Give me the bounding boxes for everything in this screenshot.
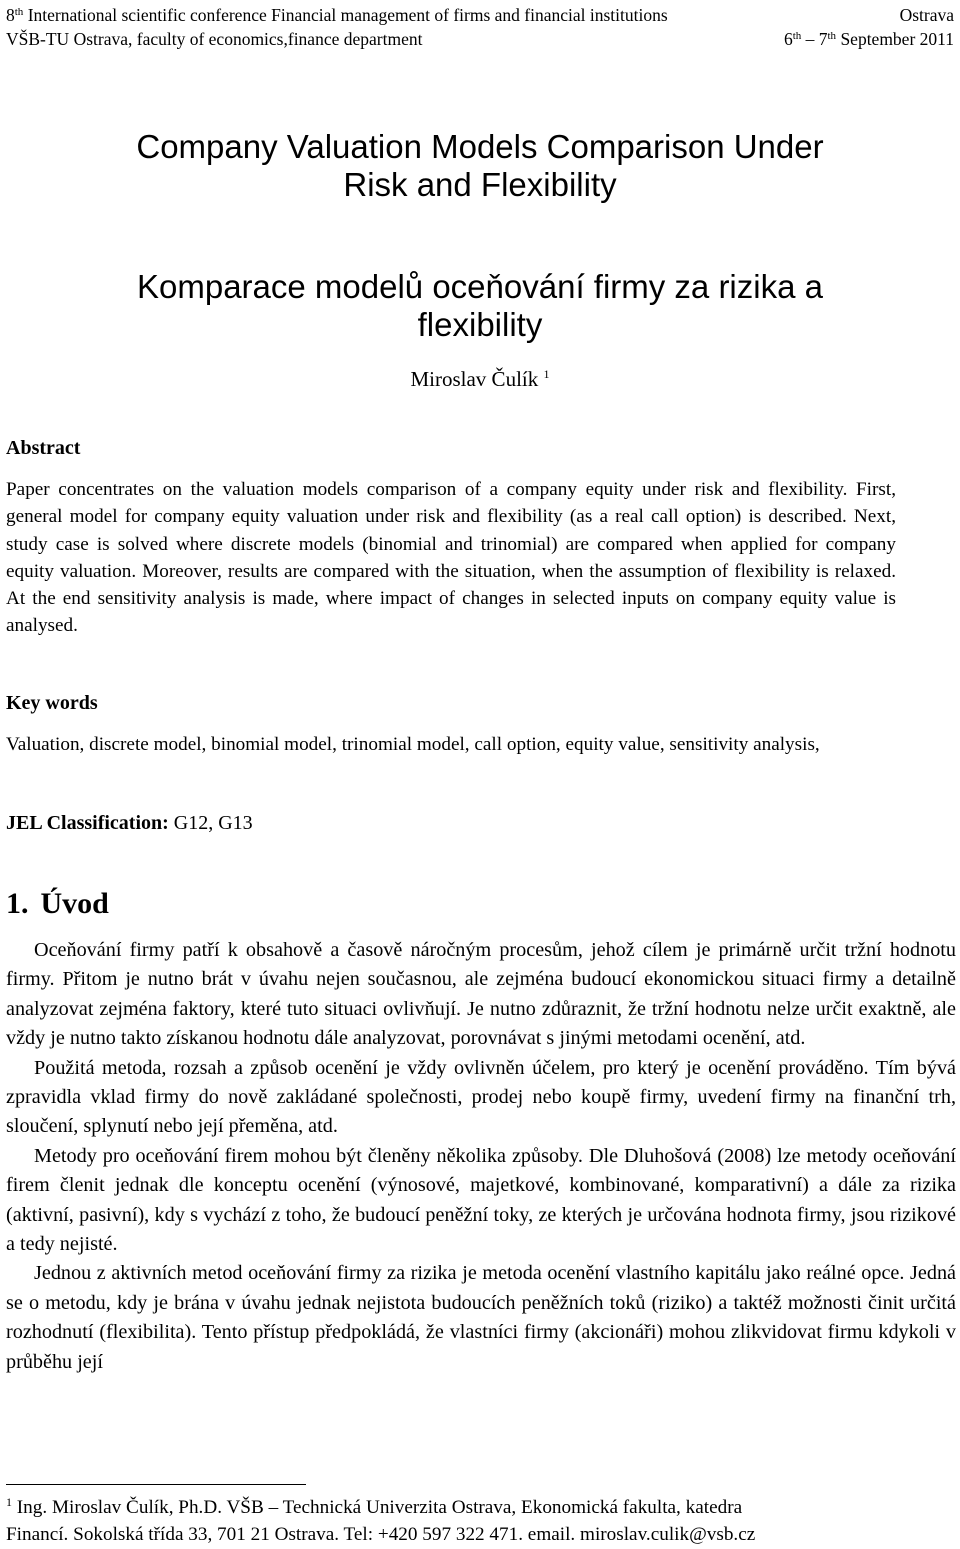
jel-classification [6, 812, 253, 835]
section-number: 1. [6, 887, 29, 920]
conference-header-line-1 [6, 4, 954, 26]
edition-suffix: th [14, 6, 24, 18]
date-end-day: – 7 [801, 29, 828, 49]
body-paragraph-3: Metody pro oceňování firem mohou být členěny několika způsoby. Dle Dluhošová (2008) lze metody oceňování firem členit jednak dle konceptu ocenění (výnosové, majetkové, kombinované, komparativní) a dále za rizika (aktivní, pasivní), kdy s vychází z toho, že budoucí peněžní toky, ze kterých je určována hodnota firmy, jsou rizikové a tedy nejisté. [6, 1144, 956, 1256]
body-paragraph-1: Oceňování firmy patří k obsahově a časově náročným procesům, jehož cílem je primárně určit tržní hodnotu firmy. Přitom je nutno brát v úvahu nejen současnou, ale zejména budoucí ekonomickou situaci firmy a detailně analyzovat zejména faktory, které tuto situaci ovlivňují. Je nutno zdůraznit, že tržní hodnotu nelze určit exaktně, ale vždy je nutno takto získanou hodnotu dále analyzovat, porovnávat s jinými metodami ocenění, atd. [6, 939, 956, 1050]
footnote-separator [6, 1484, 306, 1485]
footnote-affiliation: Ing. Miroslav Čulík, Ph.D. VŠB – Technická Univerzita Ostrava, Ekonomická fakulta, katedra [12, 1497, 743, 1518]
footnote [6, 1494, 946, 1548]
title-cz-line-2: flexibility [417, 306, 543, 343]
conference-organizer: VŠB-TU Ostrava, faculty of economics,finance department [6, 29, 423, 49]
conference-date [784, 28, 954, 50]
conference-header-line-2 [6, 28, 954, 50]
author [0, 367, 960, 392]
conference-title: International scientific conference Financial management of firms and financial institutions [23, 5, 668, 25]
keywords-heading: Key words [6, 692, 98, 714]
abstract-text: Paper concentrates on the valuation models comparison of a company equity under risk and flexibility. First, general model for company equity valuation under risk and flexibility (as a real call option) is described. Next, study case is solved where discrete models (binomial and trinomial) are compared when applied for company equity valuation. Moreover, results are compared with the situation, when the assumption of flexibility is relaxed. At the end sensitivity analysis is made, where impact of changes in selected inputs on company equity value is analysed. [6, 479, 896, 637]
author-name: Miroslav Čulík [410, 367, 539, 391]
section-1-body [6, 936, 956, 1377]
footnote-mark: 1 [6, 1495, 12, 1509]
title-en-line-1: Company Valuation Models Comparison Under [136, 128, 824, 165]
jel-label: JEL Classification: [6, 812, 169, 834]
section-title: Úvod [40, 887, 109, 920]
abstract-heading: Abstract [6, 437, 81, 459]
date-start-day: 6 [783, 29, 793, 49]
title-cz-line-1: Komparace modelů oceňování firmy za rizika a [137, 268, 823, 305]
author-footnote-mark: 1 [543, 367, 550, 381]
paper-title-czech [0, 268, 960, 344]
jel-codes: G12, G13 [168, 812, 253, 834]
title-en-line-2: Risk and Flexibility [343, 166, 617, 203]
date-end-suffix: th [827, 30, 837, 42]
date-start-suffix: th [792, 30, 802, 42]
conference-name [6, 4, 668, 26]
keywords-text: Valuation, discrete model, binomial model, trinomial model, call option, equity value, sensitivity analysis, [6, 734, 820, 755]
edition-number: 8 [6, 5, 15, 25]
paper-title-english [0, 128, 960, 204]
body-paragraph-4: Jednou z aktivních metod oceňování firmy za rizika je metoda ocenění vlastního kapitálu jako reálné opce. Jedná se o metodu, kdy je brána v úvahu jednak nejistota budoucích peněžních toků (riziko) a taktéž možnosti činit určitá rozhodnutí (flexibilita). Tento přístup předpokládá, že vlastníci firmy (akcionáři) mohou zlikvidovat firmu kdykoli v průběhu její [6, 1262, 956, 1373]
body-paragraph-2: Použitá metoda, rozsah a způsob ocenění je vždy ovlivněn účelem, pro který je ocenění prováděno. Tím bývá zpravidla vklad firmy do nově zakládané společnosti, prodej nebo koupě firmy, uvedení firmy na finanční trh, sloučení, splynutí nebo její přeměna, atd. [6, 1056, 956, 1138]
footnote-line-2: Financí. Sokolská třída 33, 701 21 Ostrava. Tel: +420 597 322 471. email. miroslav.culik@vsb.cz [6, 1524, 756, 1545]
conference-city: Ostrava [899, 5, 954, 25]
footnote-line-1 [6, 1494, 946, 1521]
section-heading-1 [6, 887, 121, 921]
date-month-year: September 2011 [836, 29, 954, 49]
